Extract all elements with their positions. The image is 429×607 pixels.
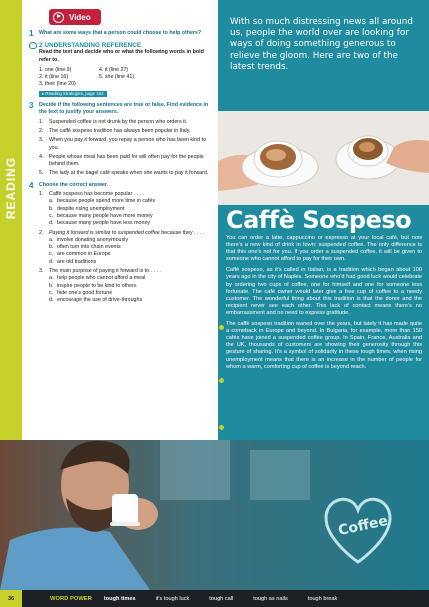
article-headline: Caffè Sospeso (226, 206, 412, 234)
section-label: READING (4, 156, 18, 220)
page-number: 36 (0, 590, 22, 607)
article-paragraph: Caffè sospeso, as it's called in Italian, is a tradition which began about 100 years ago in the city of Naples. Someone who'd had good luck would celebrate by ordering two cups of coffee, one for himself and one for someone less fortunate. The café owner would later give a free cup of coffee to a needy customer. The wonderful thing about this tradition is that the donor and the recipient never see each other. This lack of contact means there's no embarrassment and no need to express gratitude. (226, 267, 422, 316)
list-item: 2. Paying it forward is similar to suspended coffee because they . . . . (39, 229, 205, 236)
list-item: 2. it (line 16) (39, 74, 69, 81)
line-marker (219, 378, 224, 383)
list-item: 1. Caffè sospeso has become popular . . . . (39, 191, 145, 198)
coffee-heart-text: Coffee (336, 512, 390, 540)
article-body (226, 235, 422, 375)
coffee-cups-photo (218, 111, 429, 205)
list-item: 5. she (line 41) (99, 74, 135, 81)
list-item: 2. The caffè sospeso tradition has always been popular in Italy. (39, 127, 191, 134)
question-1 (29, 30, 209, 38)
man-drinking-coffee-photo (0, 440, 429, 590)
question-text: Decide if the following sentences are true or false. Find evidence in the text to justify your answers. (39, 102, 209, 116)
question-3 (29, 102, 209, 178)
question-title: 2 UNDERSTANDING REFERENCE (39, 42, 142, 49)
question-text: What are some ways that a person could choose to help others? (39, 30, 202, 36)
list-item: 1. one (line 9) (39, 66, 72, 73)
question-number: 4 (29, 180, 34, 190)
option[interactable]: c. because many people have more money (49, 212, 153, 219)
option[interactable]: b. despite rising unemployment (49, 205, 125, 212)
list-item: 5. The lady at the bagel café speaks when she wants to pay it forward. (39, 170, 209, 177)
article-paragraph: You can order a latte, cappuccino or espresso at your local café, but now there's a new kind of drink in town: suspended coffee. The only difference is that this one's not for you. If you order a suspended coffee, it will be given to someone who cannot afford to pay for their own. (226, 235, 422, 263)
option[interactable]: a. because people spend more time in cafés (49, 198, 156, 205)
play-icon (53, 12, 64, 23)
option[interactable]: a. help people who cannot afford a meal (49, 275, 146, 282)
audio-icon[interactable] (29, 42, 37, 49)
list-item: 3. When you pay it forward, you repay a person who has been kind to you. (39, 137, 206, 151)
list-item: 3. The main purpose of paying it forward is to . . . . (39, 268, 161, 275)
option[interactable]: b. inspire people to be kind to others (49, 282, 137, 289)
line-marker (219, 325, 224, 330)
option[interactable]: c. hide one's good fortune (49, 289, 113, 296)
word-power-title: WORD POWER (50, 595, 92, 602)
list-item (99, 81, 159, 88)
option[interactable]: c. are common in Europe (49, 251, 111, 258)
option[interactable]: d. encourage the use of drive-throughs (49, 297, 143, 304)
question-number (29, 42, 39, 98)
word-power-bar (0, 590, 429, 607)
reference-list (39, 67, 159, 89)
intro-text: With so much distressing news all around us, people the world over are looking for ways of doing something generous to relieve the gloom. Here are two of the latest trends. (230, 17, 413, 72)
word-power-item: it's tough luck (155, 595, 190, 602)
option[interactable]: d. are old traditions (49, 258, 97, 265)
option[interactable]: d. because many people have less money (49, 220, 151, 227)
list-item: 1. Suspended coffee is not drunk by the person who orders it. (39, 118, 188, 125)
list-item: 4. it (line 27) (99, 66, 129, 73)
word-power-item: tough as nails (253, 595, 288, 602)
question-instruction: Read the text and decide who or what the following words in bold refer to. (39, 49, 204, 63)
line-marker (219, 425, 224, 430)
option[interactable]: a. involve donating anonymously (49, 236, 128, 243)
question-number: 1 (29, 29, 34, 38)
word-power-item: tough break (307, 595, 338, 602)
option[interactable]: b. often turn into chain events (49, 244, 121, 251)
strategy-link[interactable]: ▸ Reading Strategies, page 152 (39, 91, 107, 97)
question-4 (29, 182, 209, 305)
question-text: Choose the correct answer. (39, 181, 109, 188)
list-item: 3. their (line 20) (39, 81, 76, 88)
word-power-item: tough call (209, 595, 234, 602)
word-power-item: tough times (103, 595, 136, 602)
list-item: 4. People whose meal has been paid for will often pay for the people behind them. (39, 153, 204, 168)
question-2 (29, 42, 209, 98)
question-number: 3 (29, 101, 34, 111)
video-button[interactable] (49, 9, 101, 25)
video-label: Video (69, 12, 91, 22)
exercises (29, 30, 209, 309)
article-paragraph: The caffè sospeso tradition waned over the years, but lately it has made quite a comeback in Europe and beyond. In Bulgaria, for example, more than 150 cafés have joined a suspended coffee group. In Spain, France, Australia and the UK, thousands of customers are showing their generosity through this gesture of sharing. It's a symbol of solidarity in these tough times, when rising unemployment means that there is an increase in the number of people for whom a warm, comforting cup of coffee is beyond reach. (226, 321, 422, 370)
